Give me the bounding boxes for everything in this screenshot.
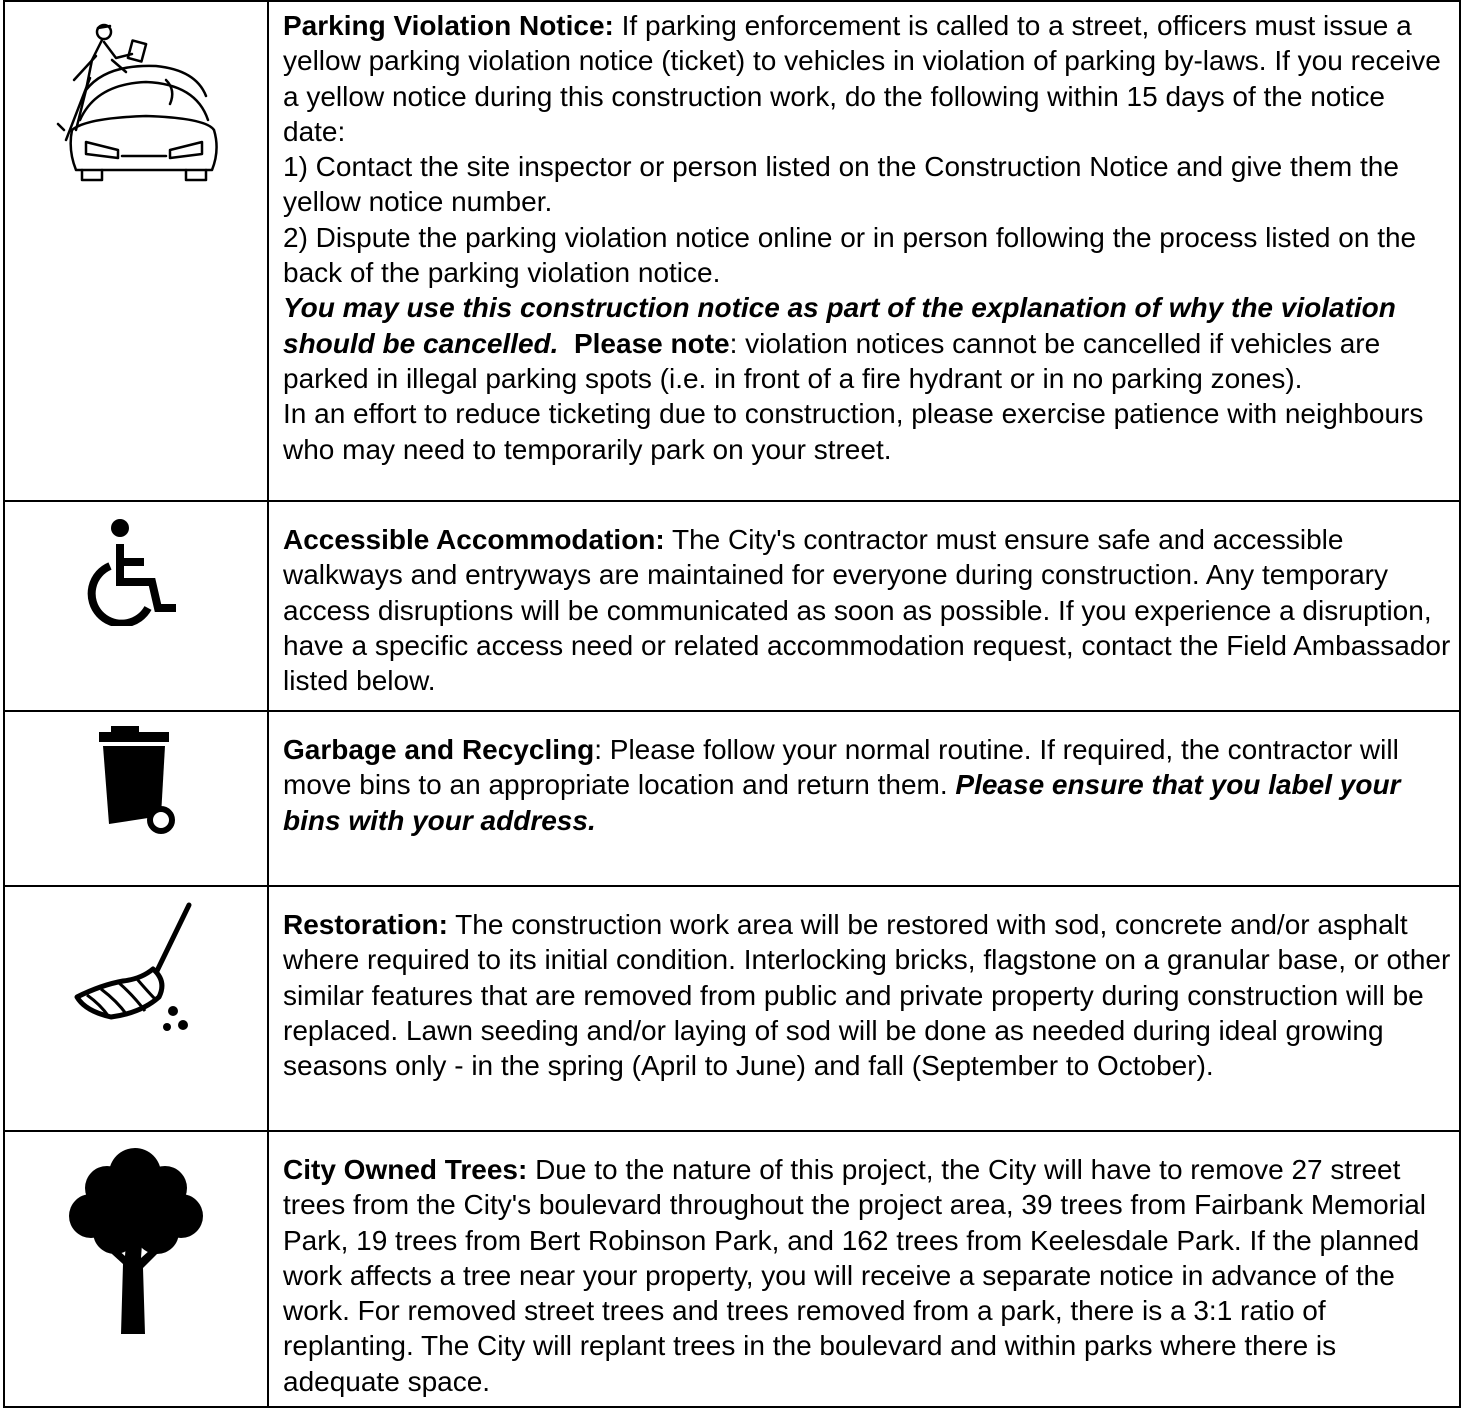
parking-step-2: 2) Dispute the parking violation notice online or in person following the process listed on the back of the parking violation notice. <box>283 221 1417 289</box>
icon-cell <box>4 501 268 711</box>
icon-cell <box>4 886 268 1131</box>
table-row-accessible <box>4 501 1460 711</box>
restoration-heading: Restoration: <box>283 909 448 940</box>
garbage-emphasis: Please ensure that you label your bins with your address. <box>283 769 1401 836</box>
accessible-body: The City's contractor must ensure safe and accessible walkways and entryways are maintained for everyone during construction. Any temporary access disruptions will be communicated as soon as possible. If you experience a disruption, have a specific access need or related accommodation request, contact the Field Ambassador listed below. <box>283 524 1451 697</box>
parking-officer-car-icon <box>46 20 226 190</box>
trees-body: Due to the nature of this project, the City will have to remove 27 street trees from the City's boulevard throughout the project area, 39 trees from Fairbank Memorial Park, 19 trees from Bert Robinson Park, and 162 trees from Keelesdale Park. If the planned work affects a tree near your property, you will receive a separate notice in advance of the work. For removed street trees and trees removed from a park, there is a 3:1 ratio of replanting. The City will replant trees in the boulevard and within parks where there is adequate space. <box>283 1154 1426 1397</box>
parking-heading: Parking Violation Notice: <box>283 10 614 41</box>
accessible-paragraph <box>283 508 1451 698</box>
text-cell-parking <box>268 1 1460 501</box>
tree-icon <box>61 1144 211 1334</box>
garbage-body: : Please follow your normal routine. If required, the contractor will move bins to an appropriate location and return them. <box>283 734 1399 801</box>
restoration-body: The construction work area will be restored with sod, concrete and/or asphalt where required to its initial condition. Interlocking bricks, flagstone on a granular base, or other similar features that are removed from public and private property during construction will be replaced. Lawn seeding and/or laying of sod will be done as needed during ideal growing seasons only - in the spring (April to June) and fall (September to October). <box>283 909 1451 1082</box>
parking-intro: If parking enforcement is called to a street, officers must issue a yellow parking violation notice (ticket) to vehicles in violation of parking by-laws. If you receive a yellow notice during this construction work, do the following within 15 days of the notice date: <box>283 10 1441 147</box>
table-row-trees <box>4 1131 1460 1407</box>
garbage-paragraph <box>283 718 1451 838</box>
garbage-heading: Garbage and Recycling <box>283 734 595 765</box>
text-cell-accessible <box>268 501 1460 711</box>
table-row-garbage <box>4 711 1460 886</box>
parking-note-text: : violation notices cannot be cancelled if vehicles are parked in illegal parking spots (i.e. in front of a fire hydrant or in no parking zones). <box>283 327 1381 394</box>
construction-notice-table <box>3 0 1461 1408</box>
trees-paragraph <box>283 1138 1451 1399</box>
text-cell-trees <box>268 1131 1460 1407</box>
accessible-heading: Accessible Accommodation: <box>283 524 665 555</box>
parking-closing: In an effort to reduce ticketing due to construction, please exercise patience with neighbours who may need to temporarily park on your street. <box>283 398 1424 465</box>
table-row-restoration <box>4 886 1460 1131</box>
garbage-bin-icon <box>91 724 181 834</box>
icon-cell <box>4 1 268 501</box>
broom-icon <box>71 901 201 1041</box>
restoration-paragraph <box>283 893 1451 1083</box>
parking-emphasis: You may use this construction notice as part of the explanation of why the violation should be cancelled. <box>283 292 1396 359</box>
icon-cell <box>4 711 268 886</box>
parking-note-label: Please note <box>558 327 730 359</box>
wheelchair-icon <box>86 516 186 626</box>
table-row-parking <box>4 1 1460 501</box>
parking-step-1: 1) Contact the site inspector or person listed on the Construction Notice and give them the yellow notice number. <box>283 151 1399 218</box>
text-cell-garbage <box>268 711 1460 886</box>
icon-cell <box>4 1131 268 1407</box>
text-cell-restoration <box>268 886 1460 1131</box>
parking-paragraph <box>283 8 1451 149</box>
parking-emphasis-paragraph <box>283 290 1451 396</box>
trees-heading: City Owned Trees: <box>283 1154 528 1185</box>
